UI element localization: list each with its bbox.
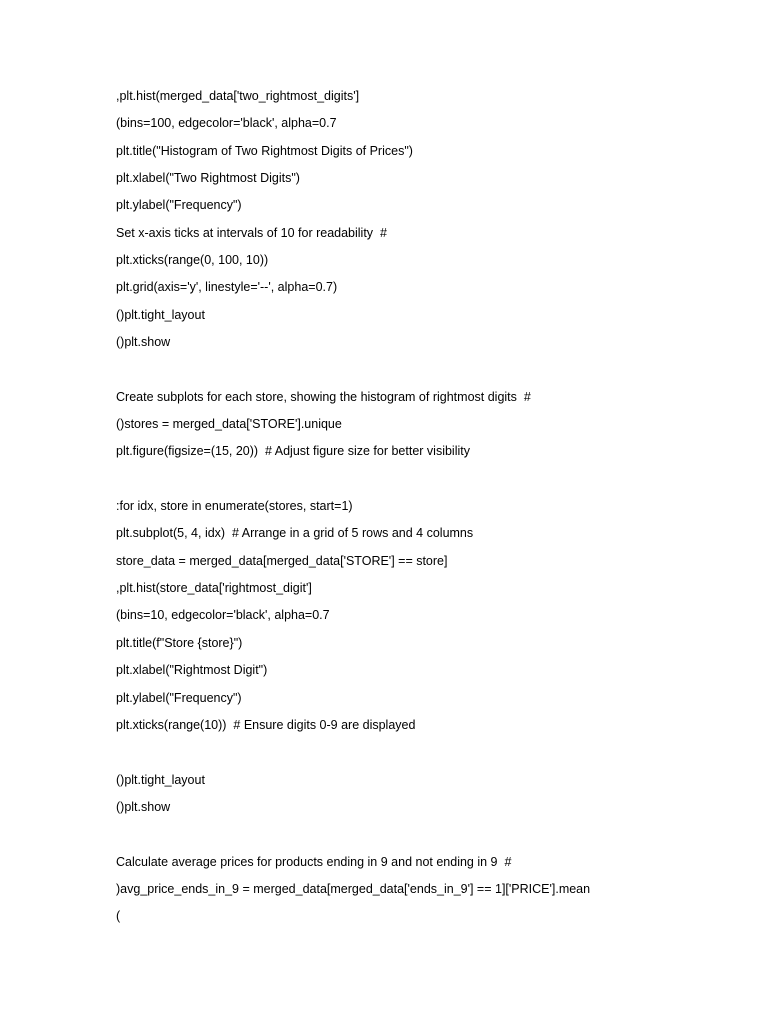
comment-line: Create subplots for each store, showing the histogram of rightmost digits # [116, 390, 531, 404]
code-line: ()plt.tight_layout [116, 308, 205, 322]
code-line: plt.ylabel("Frequency") [116, 198, 242, 212]
code-line: plt.grid(axis='y', linestyle='--', alpha=0.7) [116, 280, 338, 294]
comment-line: Set x-axis ticks at intervals of 10 for readability # [116, 226, 387, 240]
code-line: plt.ylabel("Frequency") [116, 691, 242, 705]
code-line: ()stores = merged_data['STORE'].unique [116, 417, 342, 431]
code-line: ,plt.hist(store_data['rightmost_digit'] [116, 581, 312, 595]
code-line: (bins=10, edgecolor='black', alpha=0.7 [116, 608, 330, 622]
code-line: store_data = merged_data[merged_data['STORE'] == store] [116, 554, 448, 568]
code-line: ()plt.show [116, 335, 171, 349]
code-line: plt.title("Histogram of Two Rightmost Digits of Prices") [116, 144, 413, 158]
code-line: plt.xlabel("Rightmost Digit") [116, 663, 268, 677]
code-line: )avg_price_ends_in_9 = merged_data[merged_data['ends_in_9'] == 1]['PRICE'].mean [116, 882, 591, 896]
code-line: ()plt.tight_layout [116, 773, 205, 787]
code-line: (bins=100, edgecolor='black', alpha=0.7 [116, 116, 337, 130]
code-line: plt.xticks(range(10)) # Ensure digits 0-9 are displayed [116, 718, 416, 732]
code-line: plt.title(f"Store {store}") [116, 636, 243, 650]
code-line: plt.figure(figsize=(15, 20)) # Adjust figure size for better visibility [116, 444, 470, 458]
code-line: ()plt.show [116, 800, 171, 814]
code-line: plt.xticks(range(0, 100, 10)) [116, 253, 269, 267]
code-line: :for idx, store in enumerate(stores, start=1) [116, 499, 353, 513]
code-line: ( [116, 909, 121, 923]
comment-line: Calculate average prices for products ending in 9 and not ending in 9 # [116, 855, 512, 869]
code-line: ,plt.hist(merged_data['two_rightmost_digits'] [116, 89, 360, 103]
code-line: plt.xlabel("Two Rightmost Digits") [116, 171, 300, 185]
code-line: plt.subplot(5, 4, idx) # Arrange in a grid of 5 rows and 4 columns [116, 526, 474, 540]
